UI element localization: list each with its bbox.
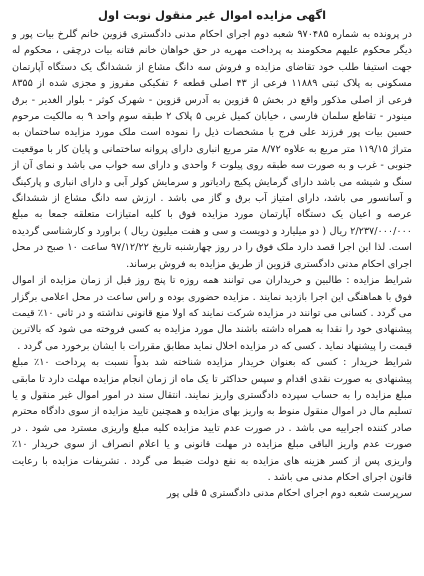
notice-title: اگهی مزایده اموال غیر منقول نوبت اول [97, 8, 327, 22]
notice-body: در پرونده به شماره ۹۷۰۴۸۵ شعبه دوم اجرای احکام مدنی دادگستری قزوین خانم گلرخ بیات پور و دیگر محکوم علیهم محکومند به پرداخت مهریه در حق خواهان خانم فتانه بیات درچقی ، محکوم له جهت استیفا طلب خود تقاضای مزایده و فروش سه دانگ مشاع از ششدانگ یک دستگاه آپارتمان مسکونی به پلاک ثبتی ۱۱۸۸۹ فرعی از ۴۳ اصلی قطعه ۶ تفکیکی مفروز و مجزی شده از ۸۳۵۵ فرعی از اصلی مذکور واقع در بخش ۵ قزوین به آدرس قزوین - شهرک کوثر - بلوار الغدیر - برق مینودر - تقاطع سلمان فارسی ، خیابان کمیل غربی ۵ پلاک ۲ طبقه سوم واحد ۹ به مالکیت مرحوم حسین بیات پور فرزند علی فرج با مشخصات ذیل را نموده است ملک مورد مزایده ساختمان به متراژ ۱۱۹/۱۵ متر مربع به علاوه ۸/۷۲ متر مربع انباری دارای پروانه ساختمانی و پایان کار با موقعیت جنوبی - غرب و به صورت سه طبقه روی پیلوت ۶ واحدی و دارای سه خواب می باشد و نمای آن از سنگ و شیشه می باشد دارای گرمایش پکیج رادیاتور و سرمایش کولر آبی و دارای انباری و پارکینگ و آسانسور می باشد، دارای امتیاز آب برق و گاز می باشد . ارزش سه دانگ مشاع از ششدانگ عرصه و اعیان یک دستگاه آپارتمان مورد مزایده فوق با کلیه امتیازات متعلقه جمعا به مبلغ ۲/۲۳۷/۰۰۰/۰۰۰ ریال ( دو میلیارد و دویست و سی و هفت میلیون ریال ) براورد و کارشناسی گردیده است. لذا این اجرا قصد دارد ملک فوق را در روز چهارشنبه تاریخ ۹۷/۱۲/۲۲ ساعت ۱۰ صبح در محل اجرای احکام مدنی دادگستری قزوین از طریق مزایده به فروش برساند. [12, 29, 412, 270]
auction-conditions: شرایط مزایده : طالبین و خریداران می توانند همه روزه تا پنج روز قبل از زمان مزایده از اموال فوق با هماهنگی این اجرا بازدید نمایند . مزایده حضوری بوده و راس ساعت در محل اعلامی برگزار می گردد . کسانی می توانند در مزایده شرکت نمایند که اولا منع قانونی نداشته و در ثانی ۱۰٪ قیمت پیشنهادی خود را نقدا به همراه داشته باشند مال مورد مزایده به کسی فروخته می شود که بالاترین قیمت را پیشنهاد نماید . کسی که در مزایده اخلال نماید مطابق مقررات با ایشان برخورد می گردد . [12, 275, 412, 352]
buyer-conditions: شرایط خریدار : کسی که بعنوان خریدار مزایده شناخته شد بدواً نسبت به پرداخت ۱۰٪ مبلغ پیشنهادی به صورت نقدی اقدام و سپس حداکثر تا یک ماه از زمان انجام مزایده مهلت دارد تا مابقی مبلغ مزایده را به حساب سپرده دادگستری واریز نمایند. انتقال سند در امور اموال غیر منقول و یا تسلیم مال در اموال منقول منوط به واریز بهای مزایده و همچنین تایید مزایده از سوی دادگاه محترم صادر کننده اجراییه می باشد . در صورت عدم تایید مزایده کلیه مبلغ واریزی مسترد می شود . در صورت عدم واریز الباقی مبلغ مزایده در مهلت قانونی و یا اعلام انصراف از سوی خریدار ۱۰٪ واریزی پس از کسر هزینه های مزایده به نفع دولت ضبط می گردد . تشریفات مزایده با رعایت قانون اجرای احکام مدنی می باشد . [12, 357, 412, 483]
notice-signature: سرپرست شعبه دوم اجرای احکام مدنی دادگستری ۵ قلی پور [166, 488, 412, 500]
